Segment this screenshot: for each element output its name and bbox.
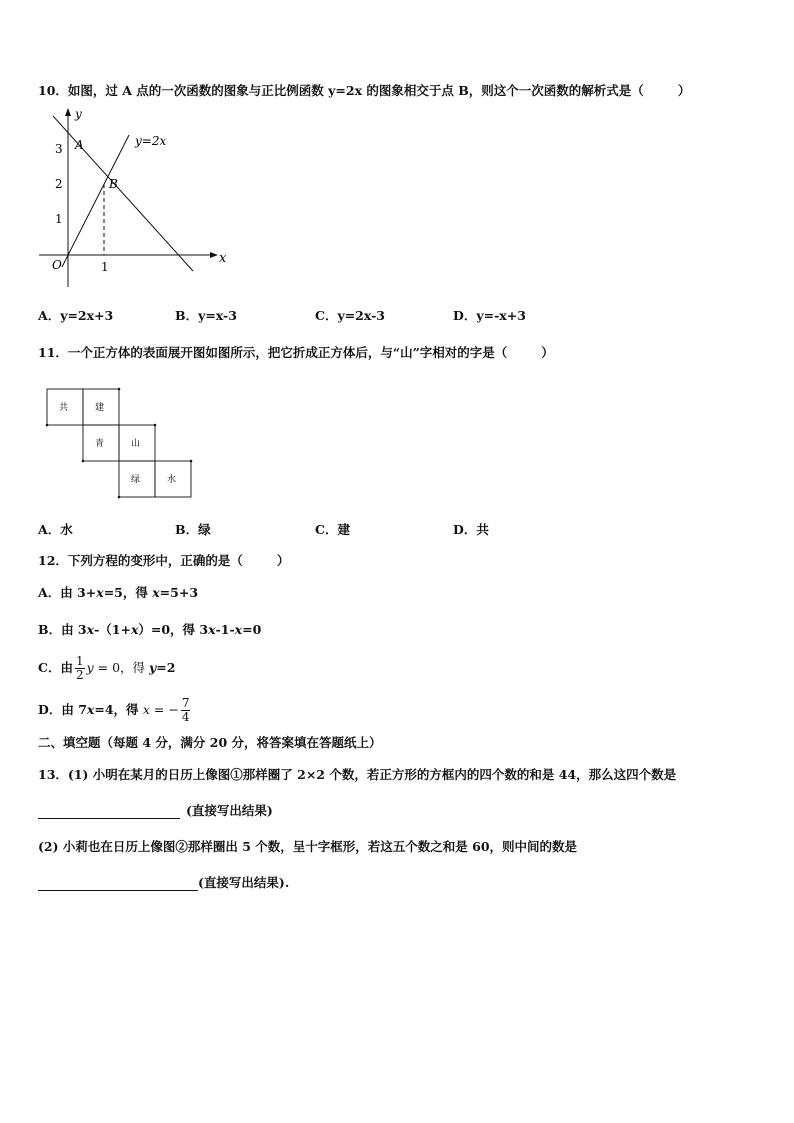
net-char-5: 绿 — [131, 475, 141, 485]
q12-stem-end: ） — [276, 553, 290, 568]
x-tick-1: 1 — [101, 260, 109, 274]
q13-part2-answer: (直接写出结果). — [38, 875, 289, 891]
x-axis-arrow — [210, 252, 218, 258]
q13-part2-blank[interactable] — [38, 878, 198, 891]
point-a-label: A — [75, 138, 84, 152]
q11-option-d: D．共 — [453, 522, 489, 537]
q13-part2: (2) 小莉也在日历上像图②那样圈出 5 个数，呈十字框形，若这五个数之和是 60，则中间的数是 — [38, 839, 578, 854]
q12-option-b: B．由 3x-（1+x）=0，得 3x-1-x=0 — [38, 622, 262, 637]
q10-option-b: B．y=x-3 — [175, 308, 237, 323]
section2-title: 二、填空题（每题 4 分，满分 20 分，将答案填在答题纸上） — [38, 735, 382, 750]
line-y-2x-label: y=2x — [135, 134, 167, 148]
net-char-2: 建 — [95, 403, 105, 413]
q13-part1-blank[interactable] — [38, 806, 180, 819]
net-char-1: 共 — [59, 403, 69, 413]
q12-stem-text: 12．下列方程的变形中，正确的是（ — [38, 553, 243, 568]
q11-option-b: B．绿 — [175, 522, 211, 537]
fraction-one-half: $\frac{1}{2}$ — [75, 654, 84, 682]
q10-stem-text: 10．如图，过 A 点的一次函数的图象与正比例函数 y=2x 的图象相交于点 B，则这个一次函数的解析式是（ — [38, 83, 644, 98]
q11-option-a: A．水 — [38, 522, 73, 537]
q12-option-d: D．由 7x=4，得 x = − $\frac{7}{4}$ — [38, 696, 190, 724]
point-b-label: B — [109, 177, 118, 191]
q11-cube-net — [44, 386, 204, 502]
net-char-4: 山 — [131, 439, 141, 449]
origin-label: O — [52, 258, 62, 272]
y-axis-arrow — [65, 108, 71, 116]
q13-part1: 13．(1) 小明在某月的日历上像图①那样圈了 2×2 个数，若正方形的方框内的四个数的和是 44，那么这四个数是 — [38, 767, 677, 782]
line-linear-function — [53, 116, 193, 271]
q13-part1-answer: (直接写出结果) — [38, 803, 273, 819]
y-axis-label: y — [75, 107, 82, 121]
q11-stem-text: 11．一个正方体的表面展开图如图所示，把它折成正方体后，与“山”字相对的字是（ — [38, 345, 508, 360]
q10-option-c: C．y=2x-3 — [315, 308, 386, 323]
q10-option-a: A．y=2x+3 — [38, 308, 114, 323]
q11-stem-end: ） — [541, 345, 554, 360]
q12-option-c: C．由 $\frac{1}{2}$ y = 0，得 y=2 — [38, 654, 176, 682]
net-char-6: 水 — [167, 475, 177, 485]
q11-stem — [38, 345, 554, 361]
x-axis-label: x — [219, 251, 227, 266]
q11-option-c: C．建 — [315, 522, 350, 537]
q10-stem — [38, 83, 690, 99]
net-char-3: 青 — [95, 439, 105, 449]
q10-option-d: D．y=-x+3 — [453, 308, 526, 323]
fraction-seven-fourths: $\frac{7}{4}$ — [181, 696, 190, 724]
y-tick-2: 2 — [55, 177, 63, 191]
q12-stem — [38, 553, 289, 569]
y-tick-3: 3 — [55, 142, 63, 156]
line-y-2x — [62, 135, 129, 267]
q10-stem-end: ） — [677, 83, 691, 98]
q10-graph — [35, 105, 235, 295]
q12-option-a: A．由 3+x=5，得 x=5+3 — [38, 585, 199, 600]
y-tick-1: 1 — [55, 212, 63, 226]
